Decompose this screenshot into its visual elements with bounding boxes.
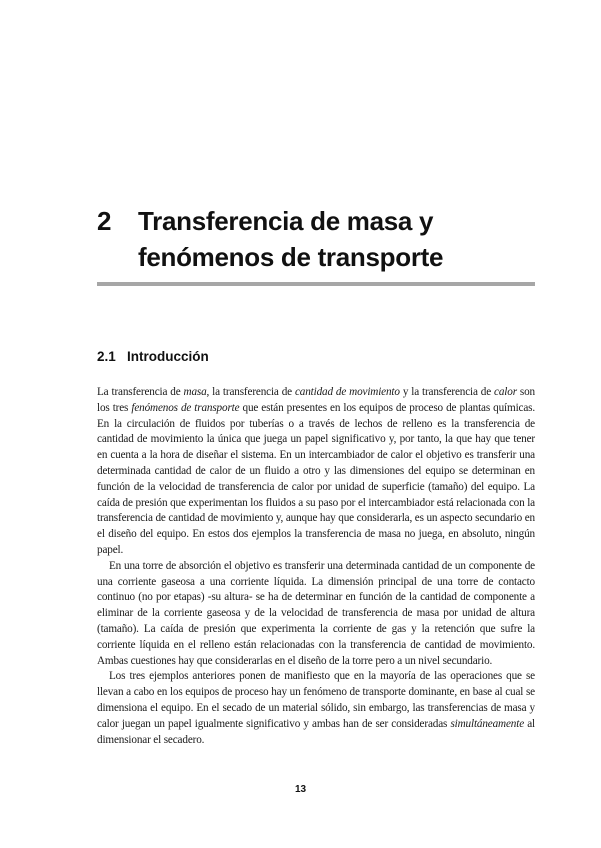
- paragraph-3: [97, 669, 535, 748]
- chapter-title-line-1: Transferencia de masa y: [138, 206, 434, 236]
- paragraph-1-italic: calor: [494, 386, 517, 398]
- paragraph-1-text: son los tres: [97, 386, 535, 414]
- paragraph-3-text: Los tres ejemplos anteriores ponen de manifiesto que en la mayoría de las operaciones que se llevan a cabo en los equipos de proceso hay un fenómeno de transporte dominante, en base al cual se dimensiona el equipo. En el secado de un material sólido, sin embargo, las transferencias de masa y calor juegan un papel igualmente significativo y ambas han de ser consideradas: [97, 670, 535, 730]
- chapter-number: 2: [97, 206, 112, 236]
- section-title: Introducción: [127, 349, 209, 364]
- paragraph-1: [97, 385, 535, 559]
- chapter-title: [97, 203, 537, 275]
- paragraph-2-text: En una torre de absorción el objetivo es transferir una determinada cantidad de un componente de una corriente gaseosa a una corriente líquida. La dimensión principal de una torre de contacto continuo (no por etapas) -su altura- se ha de determinar en función de la cantidad de componente a eliminar de la corriente gaseosa y de la velocidad de transferencia de masa por unidad de altura (tamaño). La caída de presión que experimenta la corriente de gas y la retención que sufre la corriente líquida en el relleno están relacionadas con la transferencia de cantidad de movimiento. Ambas cuestiones hay que considerarlas en el diseño de la torre pero a un nivel secundario.: [97, 559, 535, 667]
- paragraph-1-text: La transferencia de: [97, 386, 184, 398]
- paragraph-1-text: que están presentes en los equipos de proceso de plantas químicas. En la circulación de fluidos por tuberías o a través de lechos de relleno es la transferencia de cantidad de movimiento la única que juega un papel significativo y, por tanto, la que hay que tener en cuenta a la hora de diseñar el sistema. En un intercambiador de calor el objetivo es transferir una determinada cantidad de calor de un fluido a otro y las dimensiones del equipo se determinan en función de la velocidad de transferencia de calor por unidad de superficie (tamaño) del equipo. La caída de presión que experimentan los fluidos a su paso por el intercambiador está relacionada con la transferencia de cantidad de movimiento y, aunque hay que considerarla, es un aspecto secundario en el diseño del equipo. En estos dos ejemplos la transferencia de masa no juega, en absoluto, ningún papel.: [97, 401, 536, 556]
- chapter-divider: [97, 282, 535, 286]
- chapter-title-line-2: fenómenos de transporte: [138, 242, 444, 272]
- section-number: 2.1: [97, 349, 116, 364]
- body-text: [97, 385, 535, 748]
- section-heading: [97, 348, 209, 366]
- paragraph-1-text: , la transferencia de: [206, 386, 295, 398]
- paragraph-2: [97, 559, 535, 670]
- page-number: 13: [294, 784, 307, 795]
- paragraph-3-text: al dimensionar el secadero.: [97, 717, 536, 746]
- paragraph-3-italic: simultáneamente: [450, 717, 525, 730]
- paragraph-1-italic: masa: [183, 386, 207, 398]
- paragraph-1-italic: cantidad de movimiento: [294, 386, 400, 398]
- paragraph-1-text: y la transferencia de: [399, 386, 495, 398]
- paragraph-1-italic: fenómenos de transporte: [131, 401, 240, 414]
